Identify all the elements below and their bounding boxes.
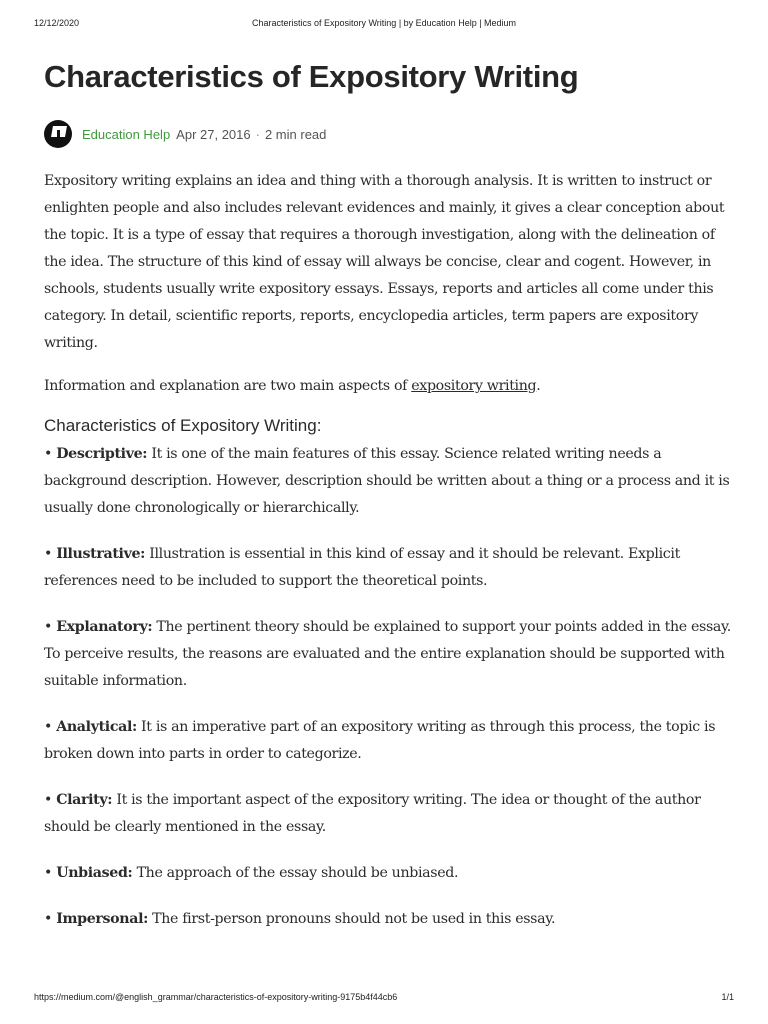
- publish-date: Apr 27, 2016: [176, 126, 251, 142]
- author-avatar-icon[interactable]: [44, 120, 72, 148]
- aspects-period: .: [536, 378, 541, 394]
- characteristic-term: Unbiased:: [56, 865, 133, 881]
- article: [44, 58, 734, 933]
- print-url: https://medium.com/@english_grammar/characteristics-of-expository-writing-9175b4f44cb6: [34, 992, 398, 1002]
- characteristic-term: Clarity:: [56, 792, 113, 808]
- characteristic-text: The first-person pronouns should not be used in this essay.: [148, 911, 556, 927]
- characteristic-explanatory: [44, 614, 734, 695]
- characteristic-impersonal: [44, 906, 734, 933]
- byline: [44, 118, 734, 150]
- read-time: 2 min read: [264, 126, 327, 142]
- bullet-dot: •: [44, 619, 57, 635]
- characteristic-term: Illustrative:: [56, 546, 146, 562]
- characteristic-text: It is one of the main features of this essay. Science related writing needs a background description. However, description should be written about a thing or a process and it is usually done chronologically or hierarchically.: [44, 446, 730, 516]
- characteristic-term: Descriptive:: [56, 446, 148, 462]
- bullet-dot: •: [44, 792, 57, 808]
- characteristic-illustrative: [44, 541, 734, 595]
- characteristic-clarity: [44, 787, 734, 841]
- bullet-dot: •: [44, 546, 57, 562]
- intro-paragraph: Expository writing explains an idea and thing with a thorough analysis. It is written to instruct or enlighten people and also includes relevant evidences and mainly, it gives a clear conception about the topic. It is a type of essay that requires a thorough investigation, along with the delineation of the idea. The structure of this kind of essay will always be concise, clear and cogent. However, in schools, students usually write expository essays. Essays, reports and articles all come under this category. In detail, scientific reports, reports, encyclopedia articles, term papers are expository writing.: [44, 173, 725, 351]
- print-date: 12/12/2020: [34, 18, 80, 28]
- bullet-dot: •: [44, 719, 57, 735]
- section-heading: Characteristics of Expository Writing:: [44, 416, 322, 435]
- characteristic-text: It is an imperative part of an expository writing as through this process, the topic is broken down into parts in order to categorize.: [44, 719, 716, 762]
- characteristic-descriptive: [44, 441, 734, 522]
- author-link[interactable]: Education Help: [82, 126, 171, 142]
- characteristic-term: Explanatory:: [56, 619, 153, 635]
- characteristic-text: The pertinent theory should be explained to support your points added in the essay. To perceive results, the reasons are evaluated and the entire explanation should be supported with suitable information.: [44, 619, 731, 689]
- expository-writing-link[interactable]: expository writing: [411, 378, 537, 394]
- characteristic-term: Analytical:: [56, 719, 137, 735]
- bullet-dot: •: [44, 911, 57, 927]
- page-number: 1/1: [721, 992, 734, 1002]
- print-doc-title: Characteristics of Expository Writing | by Education Help | Medium: [251, 18, 517, 28]
- article-title: Characteristics of Expository Writing: [44, 59, 579, 94]
- bullet-dot: •: [44, 446, 57, 462]
- aspects-text: Information and explanation are two main aspects of: [44, 378, 412, 394]
- aspects-paragraph: [44, 373, 734, 400]
- characteristic-text: It is the important aspect of the expository writing. The idea or thought of the author should be clearly mentioned in the essay.: [44, 792, 701, 835]
- characteristic-analytical: [44, 714, 734, 768]
- characteristic-text: Illustration is essential in this kind of essay and it should be relevant. Explicit references need to be included to support the theoretical points.: [44, 546, 680, 589]
- byline-separator: ·: [255, 126, 260, 142]
- print-header: [0, 18, 768, 32]
- characteristic-text: The approach of the essay should be unbiased.: [132, 865, 459, 881]
- bullet-dot: •: [44, 865, 57, 881]
- characteristic-unbiased: [44, 860, 734, 887]
- print-footer: [0, 992, 768, 1006]
- characteristic-term: Impersonal:: [56, 911, 148, 927]
